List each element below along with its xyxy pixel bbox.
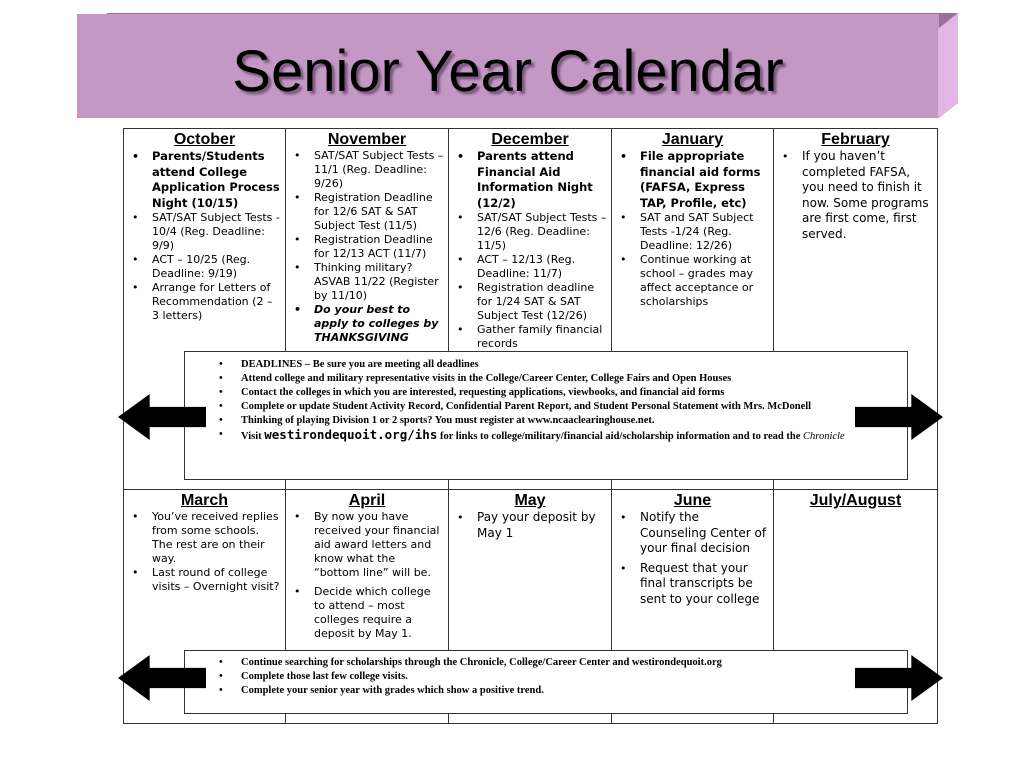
list-item: • Notify the Counseling Center of your final decision bbox=[640, 510, 769, 557]
list-item: • ACT – 12/13 (Reg. Deadline: 11/7) bbox=[477, 253, 607, 281]
notes-box-spring bbox=[184, 650, 908, 714]
month-title: June bbox=[673, 492, 712, 509]
visit-prefix: Visit bbox=[241, 431, 262, 442]
list-item: • SAT and SAT Subject Tests -1/24 (Reg. Deadline: 12/26) bbox=[640, 211, 769, 253]
list-item: • Continue working at school – grades may affect acceptance or scholarships bbox=[640, 253, 769, 309]
list-item: • Registration Deadline for 12/13 ACT (11/7) bbox=[314, 233, 444, 261]
list-item: • ACT – 10/25 (Reg. Deadline: 9/19) bbox=[152, 253, 281, 281]
list-item: • Do your best to apply to colleges by THANKSGIVING bbox=[314, 303, 444, 345]
notes-box-fall bbox=[184, 351, 908, 480]
note-item: • Complete your senior year with grades which show a positive trend. bbox=[241, 684, 897, 698]
month-title: January bbox=[661, 131, 724, 148]
list-item: • Gather family financial records bbox=[477, 323, 607, 351]
note-item: • Continue searching for scholarships through the Chronicle, College/Career Center and westirondequoit.org bbox=[241, 656, 897, 670]
month-title: March bbox=[180, 492, 229, 509]
list-item: • By now you have received your financial aid award letters and know what the “bottom line” will be. bbox=[314, 510, 444, 580]
list-item: • Pay your deposit by May 1 bbox=[477, 510, 607, 541]
list-item: • File appropriate financial aid forms (FAFSA, Express TAP, Profile, etc) bbox=[640, 149, 769, 211]
note-item: • Complete those last few college visits. bbox=[241, 670, 897, 684]
month-title: February bbox=[821, 131, 890, 148]
website-link[interactable]: westirondequoit.org/ihs bbox=[264, 427, 438, 442]
list-item: • SAT/SAT Subject Tests – 12/6 (Reg. Deadline: 11/5) bbox=[477, 211, 607, 253]
list-item: • Registration Deadline for 12/6 SAT & SAT Subject Test (11/5) bbox=[314, 191, 444, 233]
list-item: • You’ve received replies from some schools. The rest are on their way. bbox=[152, 510, 281, 566]
list-item: • Parents/Students attend College Application Process Night (10/15) bbox=[152, 149, 281, 211]
list-item: • SAT/SAT Subject Tests – 11/1 (Reg. Deadline: 9/26) bbox=[314, 149, 444, 191]
month-title: April bbox=[348, 492, 386, 509]
list-item: • Request that your final transcripts be sent to your college bbox=[640, 561, 769, 608]
month-title: October bbox=[173, 131, 236, 148]
note-item: • Thinking of playing Division 1 or 2 sports? You must register at www.ncaaclearinghouse.net. bbox=[241, 414, 897, 428]
visit-suffix: for links to college/military/financial aid/scholarship information and to read the bbox=[439, 431, 801, 442]
chronicle-label: Chronicle bbox=[803, 431, 845, 442]
note-item: • DEADLINES – Be sure you are meeting all deadlines bbox=[241, 358, 897, 372]
month-title: December bbox=[491, 131, 569, 148]
list-item: • If you haven’t completed FAFSA, you need to finish it now. Some programs are first come, first served. bbox=[802, 149, 933, 242]
month-title: May bbox=[514, 492, 546, 509]
note-item: • Contact the colleges in which you are interested, requesting applications, viewbooks, and financial aid forms bbox=[241, 386, 897, 400]
month-title: July/August bbox=[809, 492, 902, 509]
page-title: Senior Year Calendar bbox=[232, 39, 784, 104]
list-item: • Last round of college visits – Overnight visit? bbox=[152, 566, 281, 594]
list-item: • Registration deadline for 1/24 SAT & SAT Subject Test (12/26) bbox=[477, 281, 607, 323]
banner-bevel-side bbox=[938, 13, 958, 119]
note-item: • Attend college and military representative visits in the College/Career Center, College Fairs and Open Houses bbox=[241, 372, 897, 386]
list-item: • Parents attend Financial Aid Information Night (12/2) bbox=[477, 149, 607, 211]
list-item: • Arrange for Letters of Recommendation (2 – 3 letters) bbox=[152, 281, 281, 323]
list-item: • Thinking military? ASVAB 11/22 (Register by 11/10) bbox=[314, 261, 444, 303]
month-title: November bbox=[327, 131, 407, 148]
note-item: • Complete or update Student Activity Record, Confidential Parent Report, and Student Personal Statement with Mrs. McDonell bbox=[241, 400, 897, 414]
list-item: • Decide which college to attend – most colleges require a deposit by May 1. bbox=[314, 585, 444, 641]
note-item-visit bbox=[241, 428, 897, 444]
list-item: • SAT/SAT Subject Tests - 10/4 (Reg. Deadline: 9/9) bbox=[152, 211, 281, 253]
